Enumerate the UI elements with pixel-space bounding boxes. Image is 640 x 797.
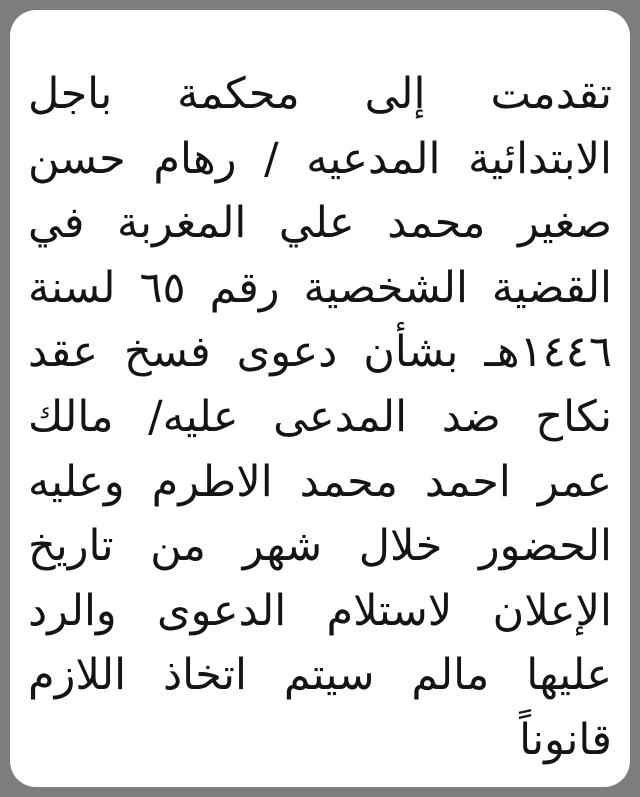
notice-card <box>10 10 630 787</box>
notice-line-6: نكاح ضد المدعى عليه/ مالك <box>28 391 612 442</box>
notice-line-3: صغير محمد علي المغربة في <box>28 198 612 249</box>
notice-line-11: قانوناً <box>519 714 612 765</box>
notice-line-2: الابتدائية المدعيه / رهام حسن <box>28 133 612 184</box>
notice-line-9: الإعلان لاستلام الدعوى والرد <box>28 585 612 636</box>
notice-text <box>28 62 612 773</box>
notice-line-10: عليها مالم سيتم اتخاذ اللازم <box>28 650 612 701</box>
notice-line-5: ١٤٤٦هـ بشأن دعوى فسخ عقد <box>28 327 612 378</box>
notice-line-8: الحضور خلال شهر من تاريخ <box>28 521 612 572</box>
notice-line-1: تقدمت إلى محكمة باجل <box>28 69 612 119</box>
notice-line-7: عمر احمد محمد الاطرم وعليه <box>28 456 612 507</box>
notice-line-4: القضية الشخصية رقم ٦٥ لسنة <box>28 262 612 313</box>
